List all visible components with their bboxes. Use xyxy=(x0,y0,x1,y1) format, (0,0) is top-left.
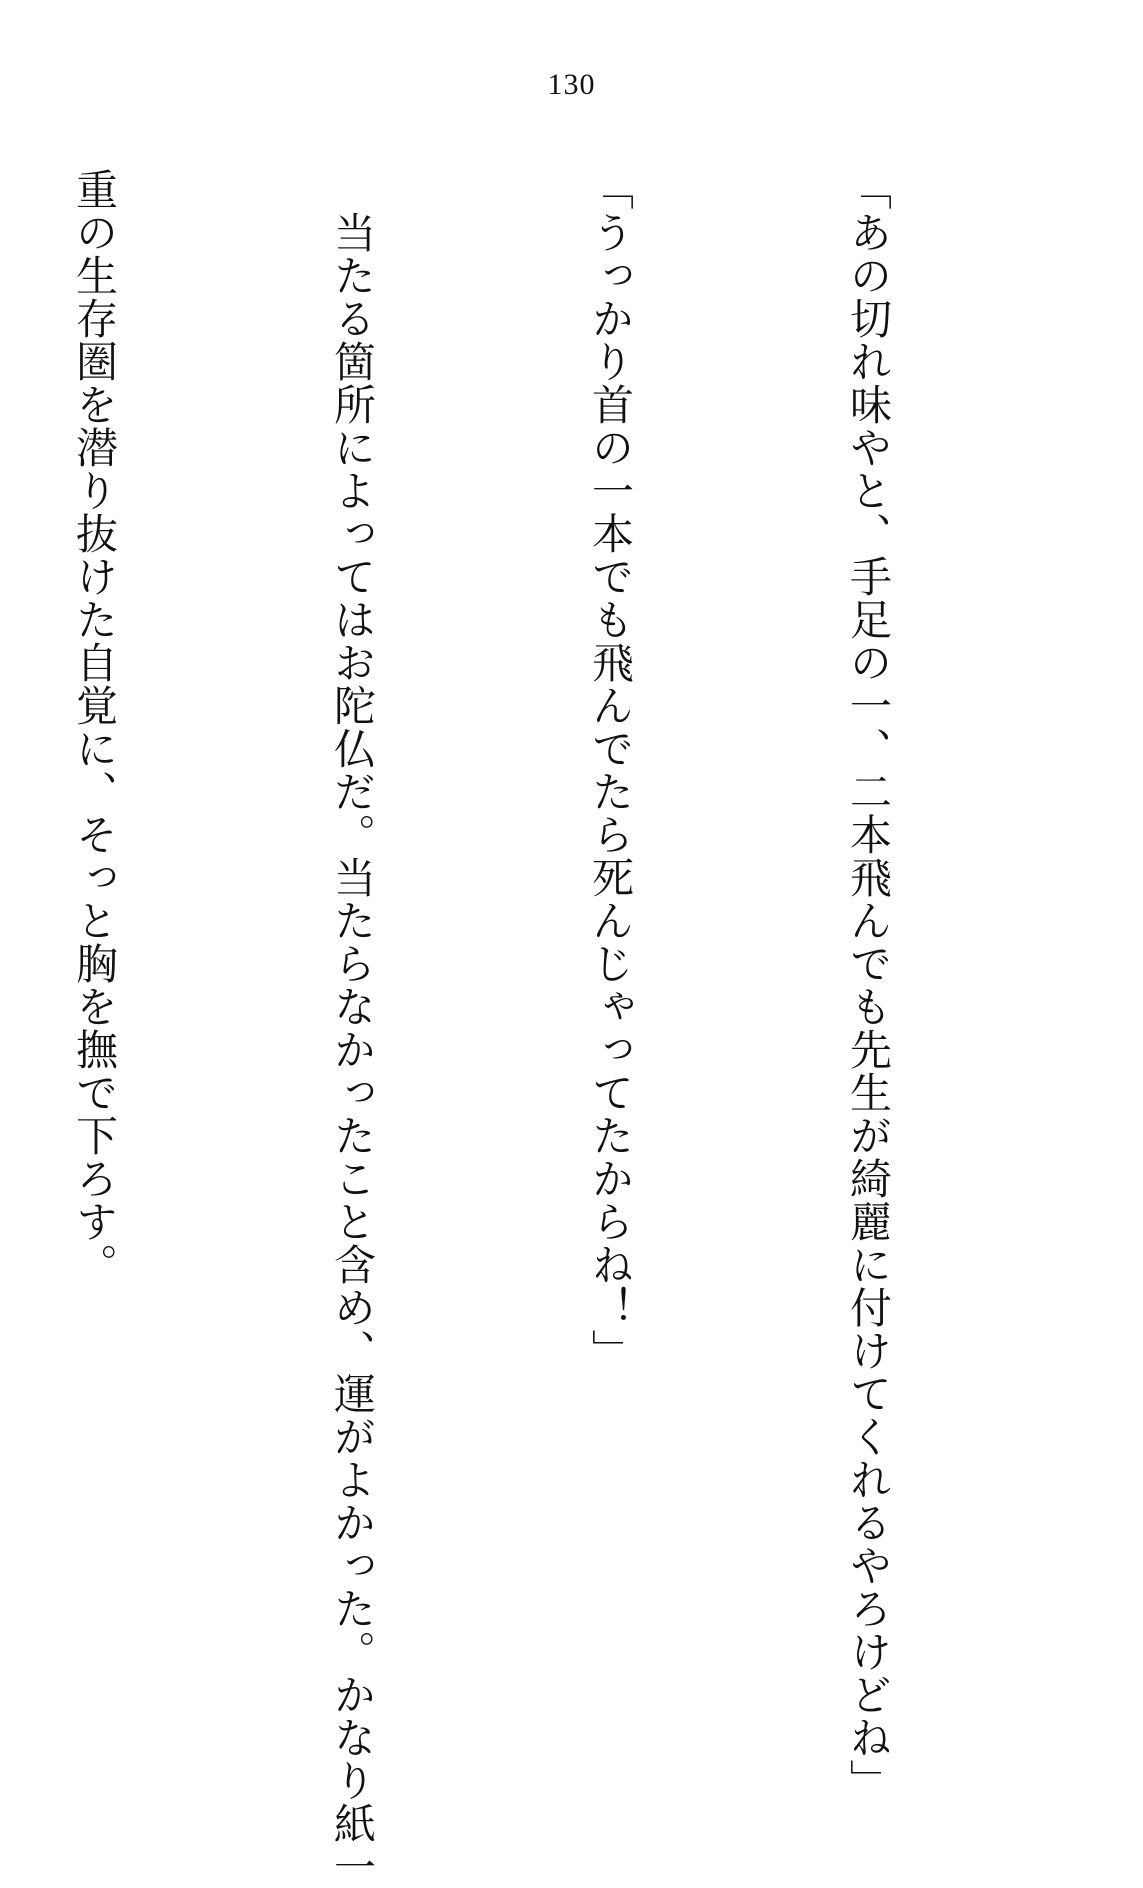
text-line: 「あの切れ味やと、手足の一、二本飛んでも先生が綺麗に付けてくれるやろけどね」 xyxy=(844,168,893,1802)
novel-text-body xyxy=(0,168,1083,1888)
text-line: 「うっかり首の一本でも飛んでたら死んじゃってたからね！」 xyxy=(586,168,635,1372)
text-line: 当たる箇所によってはお陀仏だ。当たらなかったこと含め、運がよかった。かなり紙一 xyxy=(328,168,377,1888)
page-number: 130 xyxy=(547,68,596,101)
text-line: 重の生存圏を潜り抜けた自覚に、そっと胸を撫で下ろす。 xyxy=(70,168,119,1286)
